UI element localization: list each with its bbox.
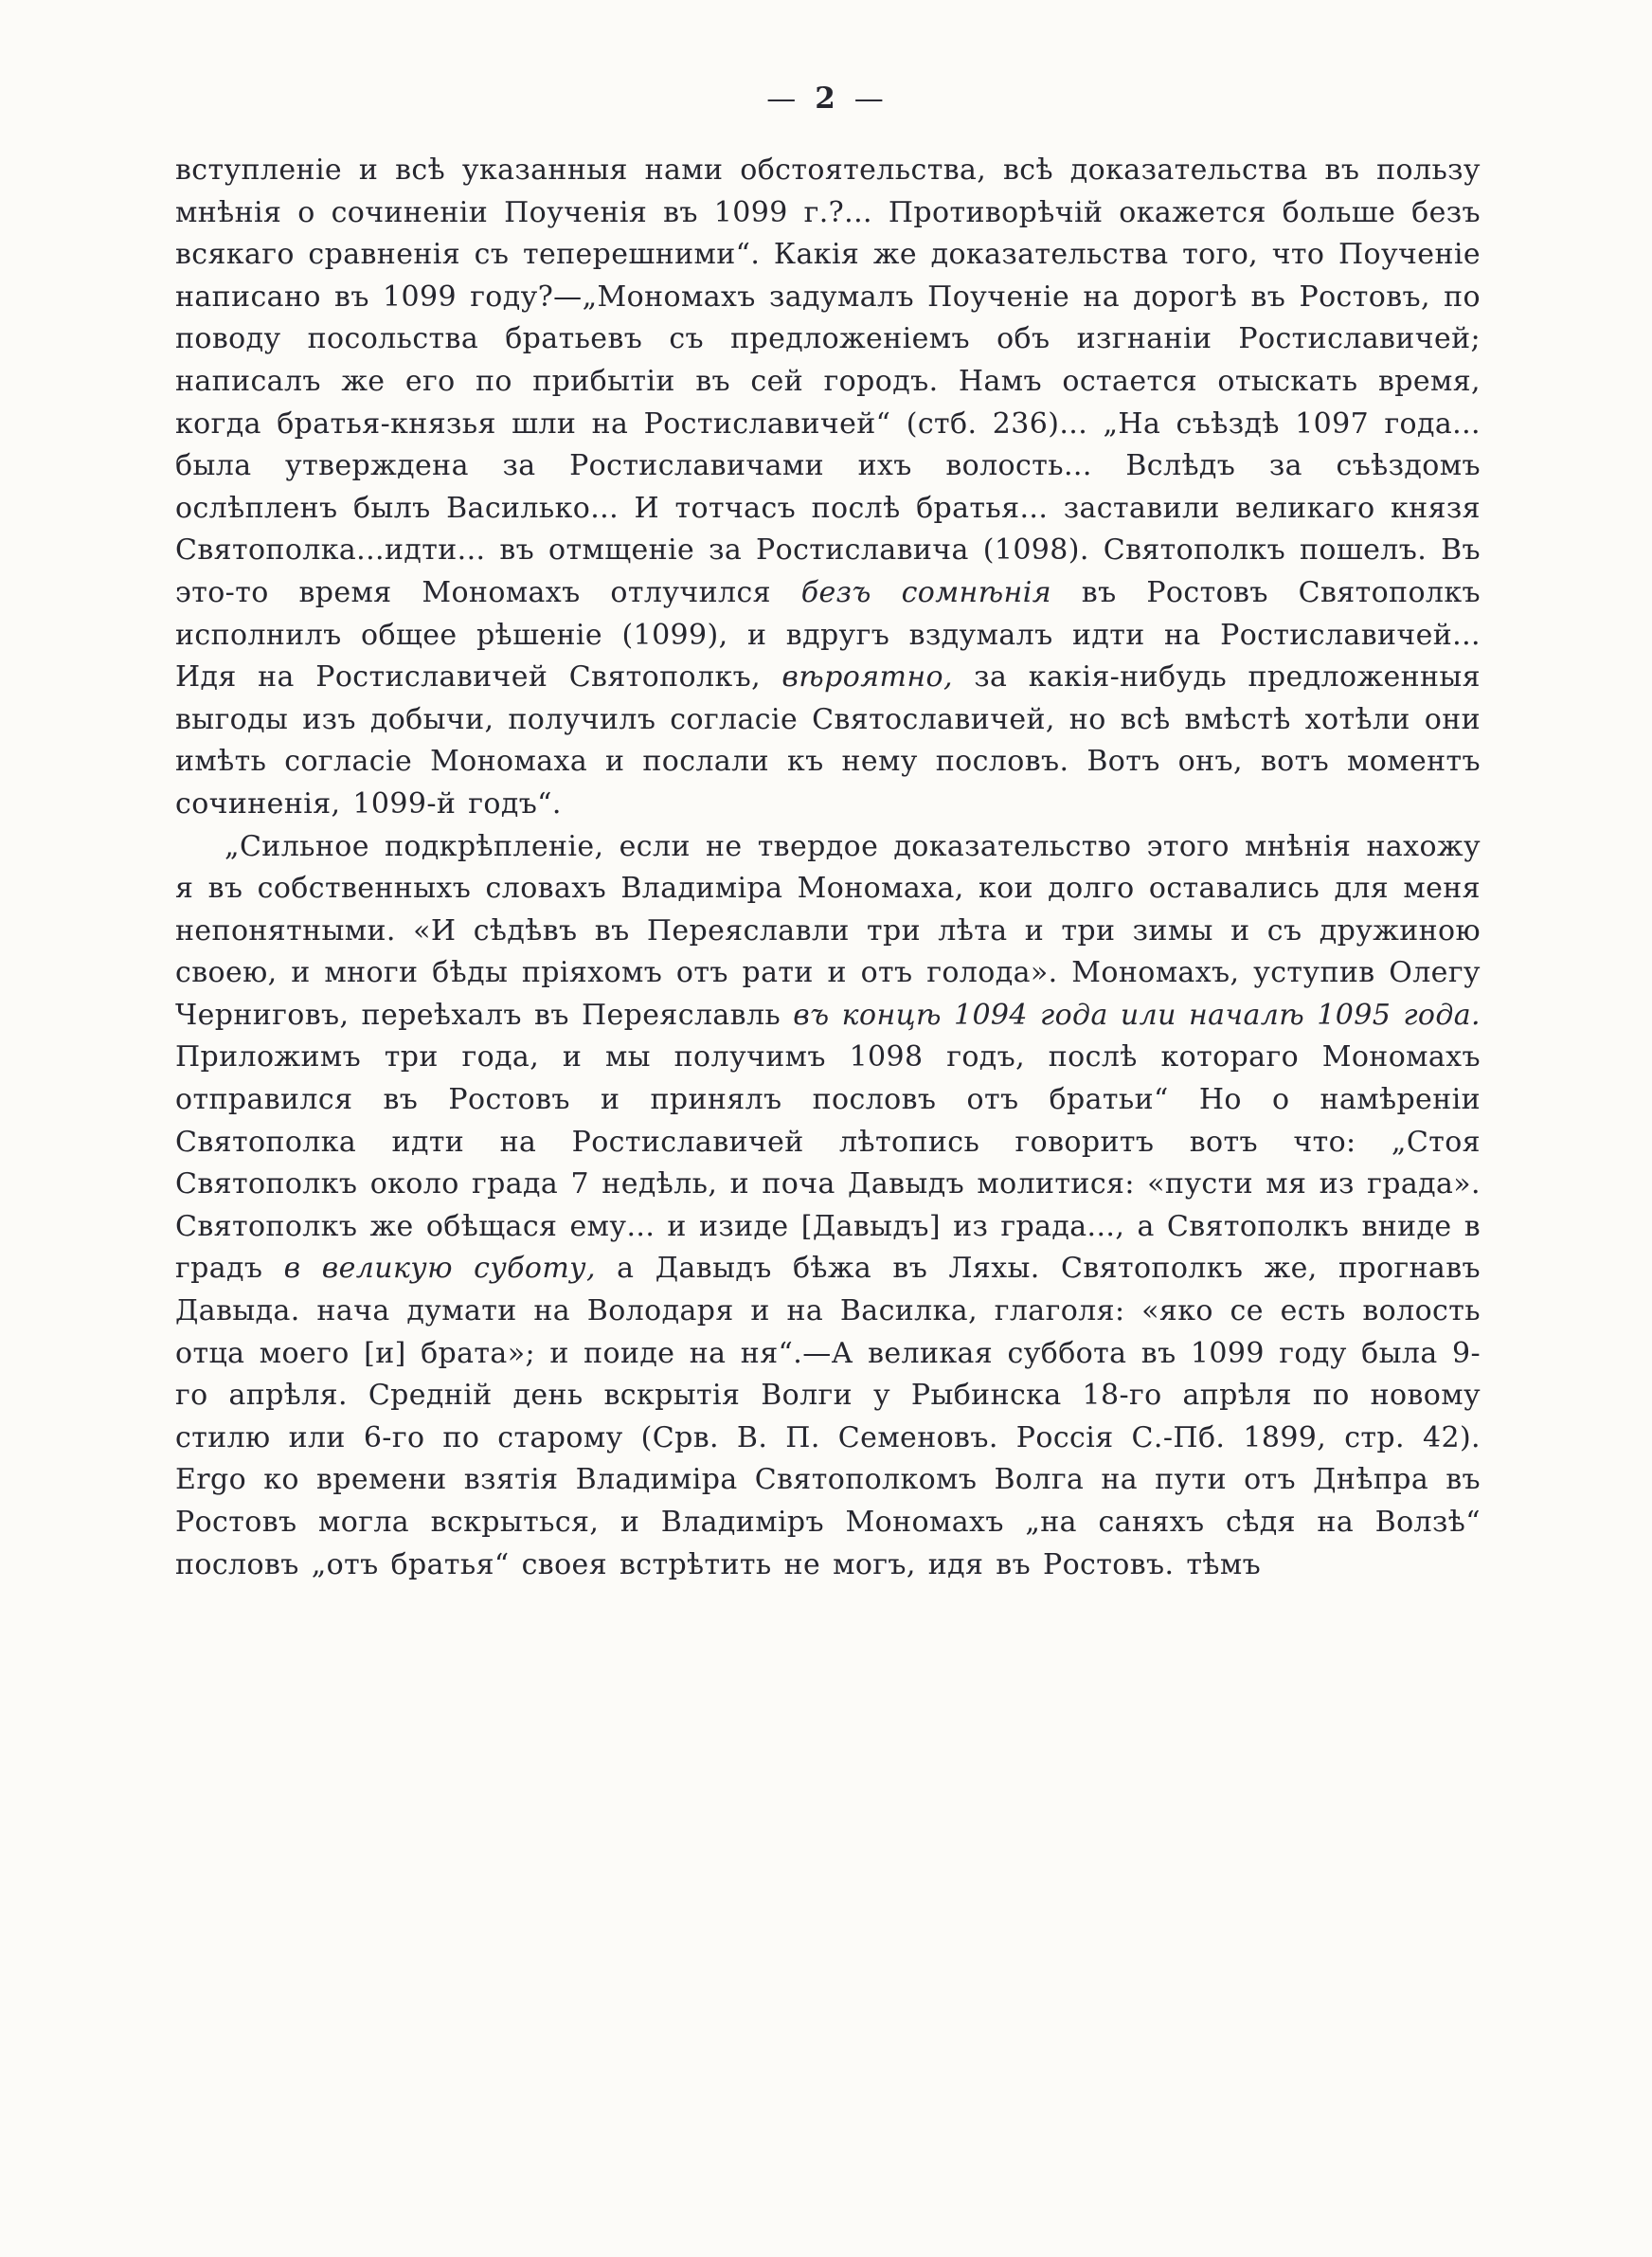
page-text	[175, 150, 1481, 1586]
page-number: 2	[815, 81, 837, 116]
text-run: въ Ростовъ Святополкъ исполнилъ общее рѣшеніе (1099), и вдругъ вздумалъ идти на Ростиславичей... Идя на Ростиславичей Святополкъ,	[175, 575, 1481, 695]
text-run: за какія-нибудь предложенныя выгоды изъ добычи, получилъ согласіе Святославичей, но всѣ вмѣстѣ хотѣли они имѣть согласіе Мономаха и послали къ нему пословъ. Вотъ онъ, вотъ моментъ сочиненія, 1099-й годъ“.	[175, 660, 1481, 821]
text-run: Приложимъ три года, и мы получимъ 1098 годъ, послѣ котораго Мономахъ отправился въ Ростовъ и принялъ пословъ отъ братьи“ Но о намѣреніи Святополка идти на Ростиславичей лѣтопись говоритъ вотъ что: „Стоя Святополкъ около града 7 недѣль, и поча Давыдъ молитися: «пусти мя из града». Святополкъ же обѣщася ему... и изиде [Давыдъ] из града..., а Святополкъ вниде в градъ	[175, 1040, 1481, 1286]
italic-text-run: въ концѣ 1094 года или началѣ 1095 года.	[793, 998, 1481, 1032]
text-run: вступленіе и всѣ указанныя нами обстоятельства, всѣ доказательства въ пользу мнѣнія о сочиненіи Поученія въ 1099 г.?... Противорѣчій окажется больше безъ всякаго сравненія съ теперешними“. Какія же доказательства того, что Поученіе написано въ 1099 году?—„Мономахъ задумалъ Поученіе на дорогѣ въ Ростовъ, по поводу посольства братьевъ съ предложеніемъ объ изгнаніи Ростиславичей; написалъ же его по прибытіи въ сей городъ. Намъ остается отыскать время, когда братья-князья шли на Ростиславичей“ (стб. 236)... „На съѣздѣ 1097 года... была утверждена за Ростиславичами ихъ волость... Вслѣдъ за съѣздомъ ослѣпленъ былъ Василько... И тотчасъ послѣ братья... заставили великаго князя Святополка...идти... въ отмщеніе за Ростиславича (1098). Святополкъ пошелъ. Въ это-то время Мономахъ отлучился	[175, 153, 1481, 609]
italic-text-run: в великую суботу,	[283, 1252, 596, 1286]
text-run: „Сильное подкрѣпленіе, если не твердое доказательство этого мнѣнія нахожу я въ собственныхъ словахъ Владиміра Мономаха, кои долго оставались для меня непонятными. «И сѣдѣвъ въ Переяславли три лѣта и три зимы и съ дружиною своею, и многи бѣды пріяхомъ отъ рати и отъ голода». Мономахъ, уступив Олегу Черниговъ, переѣхалъ въ Переяславль	[175, 829, 1481, 1032]
header-right-dash: —	[853, 81, 886, 116]
italic-text-run: безъ сомнѣнія	[800, 575, 1051, 609]
page-header	[0, 81, 1652, 116]
italic-text-run: вѣроятно,	[781, 660, 953, 695]
paragraph	[175, 826, 1481, 1587]
header-left-dash: —	[766, 81, 799, 116]
text-run: а Давыдъ бѣжа въ Ляхы. Святополкъ же, прогнавъ Давыда. нача думати на Володаря и на Василка, глаголя: «яко се есть волость отца моего [и] брата»; и поиде на ня“.—А великая суббота въ 1099 году была 9-го апрѣля. Средній день вскрытія Волги у Рыбинска 18-го апрѣля по новому стилю или 6-го по старому (Срв. В. П. Семеновъ. Россія С.-Пб. 1899, стр. 42). Ergo ко времени взятія Владиміра Святополкомъ Волга на пути отъ Днѣпра въ Ростовъ могла вскрыться, и Владиміръ Мономахъ „на саняхъ сѣдя на Волзѣ“ пословъ „отъ братья“ своея встрѣтить не могъ, идя въ Ростовъ. тѣмъ	[175, 1252, 1481, 1581]
paragraph	[175, 150, 1481, 826]
